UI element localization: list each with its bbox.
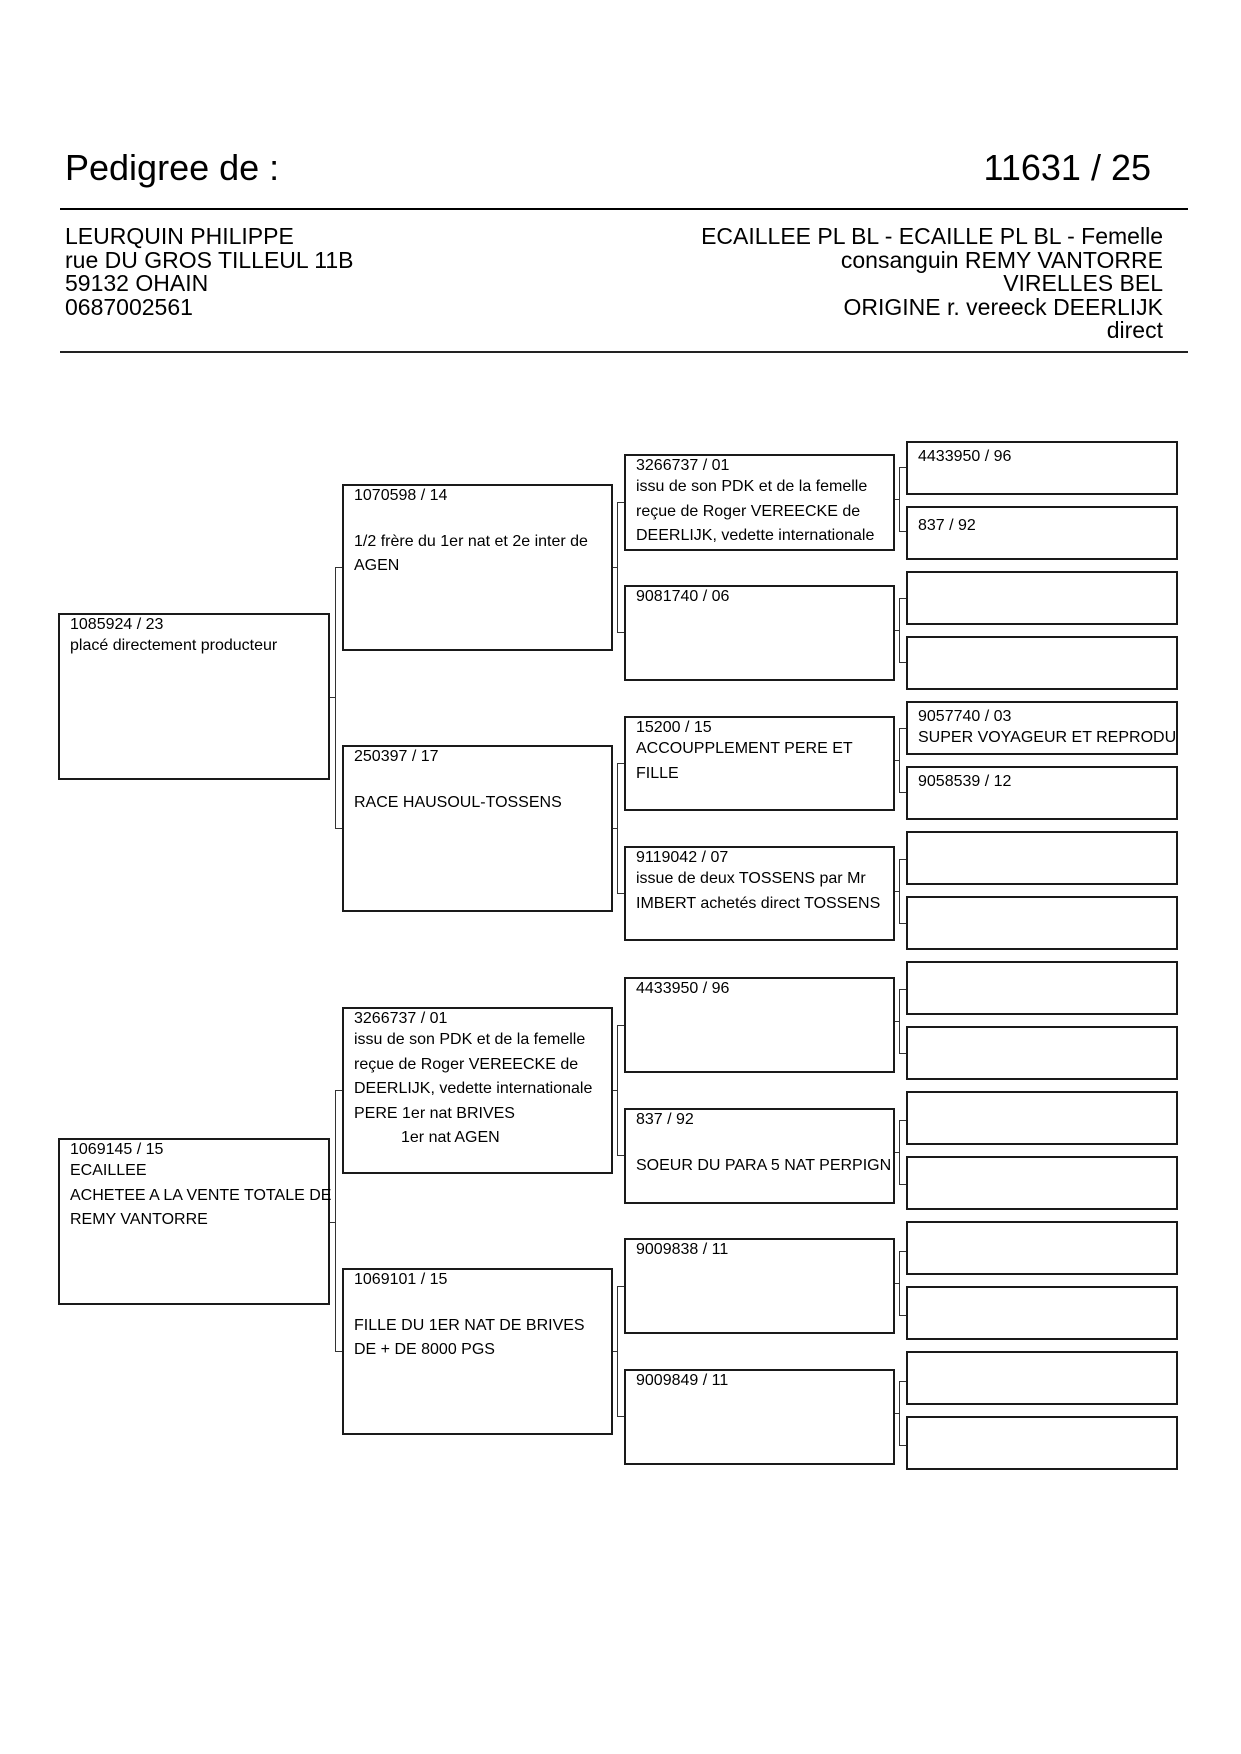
ring-number	[918, 967, 1176, 986]
great-great-grandparent-box	[906, 831, 1178, 885]
note-line: issu de son PDK et de la femelle	[354, 1031, 586, 1048]
ring-number	[918, 577, 1176, 596]
bird-info-block	[701, 225, 1163, 343]
note-line: FILLE DU 1ER NAT DE BRIVES	[354, 1316, 585, 1334]
connector-bracket	[899, 467, 906, 532]
header-divider	[60, 208, 1188, 210]
owner-phone: 0687002561	[65, 293, 193, 320]
note-line: reçue de Roger VEREECKE de	[354, 1055, 579, 1073]
great-grandparent-box	[624, 846, 895, 941]
paternal-granddam-box	[342, 745, 613, 912]
connector-bracket	[899, 1120, 906, 1185]
ring-number: 250397 / 17	[354, 748, 439, 765]
ring-number	[918, 1227, 1176, 1246]
great-great-grandparent-box	[906, 1026, 1178, 1080]
great-grandparent-box	[624, 1238, 895, 1334]
ring-number: 9081740 / 06	[636, 588, 730, 605]
note-line: SOEUR DU PARA 5 NAT PERPIGN	[636, 1156, 892, 1174]
ring-number: 9009838 / 11	[636, 1241, 729, 1258]
ring-number	[918, 837, 1176, 856]
great-grandparent-box	[624, 585, 895, 681]
maternal-grandsire-box	[342, 1007, 613, 1174]
pigeon-ring-number: 11631 / 25	[983, 147, 1151, 188]
ring-number	[918, 1357, 1176, 1376]
note-line: IMBERT achetés direct TOSSENS	[636, 894, 881, 912]
owner-name: LEURQUIN PHILIPPE	[65, 223, 294, 249]
great-great-grandparent-box	[906, 1221, 1178, 1275]
note-line: ACHETEE A LA VENTE TOTALE DE	[70, 1186, 332, 1204]
note-line: SUPER VOYAGEUR ET REPRODU	[918, 729, 1177, 746]
ring-number: 3266737 / 01	[636, 457, 730, 474]
note-line: ACCOUPPLEMENT PERE ET	[636, 740, 853, 757]
page-title: Pedigree de :	[65, 147, 280, 188]
connector-bracket	[899, 728, 906, 793]
ring-number: 9119042 / 07	[636, 849, 729, 866]
maternal-granddam-box	[342, 1268, 613, 1435]
ring-number: 4433950 / 96	[918, 448, 1012, 465]
ring-number	[918, 1097, 1176, 1116]
owner-block	[65, 225, 353, 319]
great-great-grandparent-box	[906, 571, 1178, 625]
great-great-grandparent-box	[906, 636, 1178, 690]
ring-number: 4433950 / 96	[636, 980, 730, 997]
note-line: AGEN	[354, 557, 400, 574]
note-line: issue de deux TOSSENS par Mr	[636, 870, 866, 887]
ring-number	[918, 1292, 1176, 1311]
note-line: REMY VANTORRE	[70, 1211, 208, 1228]
ring-number: 15200 / 15	[636, 719, 712, 736]
note-line	[354, 766, 611, 791]
note-line	[636, 1129, 893, 1154]
bird-info-line: ORIGINE r. vereeck DEERLIJK	[843, 293, 1163, 320]
great-great-grandparent-box	[906, 1091, 1178, 1145]
paternal-grandsire-box	[342, 484, 613, 651]
ring-number: 1085924 / 23	[70, 616, 164, 633]
great-great-grandparent-box	[906, 1416, 1178, 1470]
owner-street: rue DU GROS TILLEUL 11B	[65, 246, 354, 273]
connector-bracket	[617, 502, 624, 633]
great-great-grandparent-box	[906, 1351, 1178, 1405]
connector-bracket	[617, 1286, 624, 1417]
note-line: FILLE	[636, 764, 679, 782]
ring-number	[918, 642, 1176, 661]
great-great-grandparent-box	[906, 766, 1178, 820]
note-line: DEERLIJK, vedette internationale	[636, 527, 875, 544]
ring-number: 837 / 92	[918, 517, 976, 534]
note-line	[354, 505, 611, 530]
connector-bracket	[899, 859, 906, 924]
note-line: PERE 1er nat BRIVES	[354, 1104, 515, 1122]
ring-number	[918, 902, 1176, 921]
note-line: RACE HAUSOUL-TOSSENS	[354, 793, 562, 811]
connector-bracket	[899, 989, 906, 1054]
connector-bracket	[899, 598, 906, 663]
great-great-grandparent-box	[906, 506, 1178, 560]
great-grandparent-box	[624, 1369, 895, 1465]
great-great-grandparent-box	[906, 961, 1178, 1015]
note-line: 1er nat AGEN	[401, 1129, 500, 1146]
great-grandparent-box	[624, 1108, 895, 1204]
ring-number: 9057740 / 03	[918, 708, 1012, 725]
great-great-grandparent-box	[906, 701, 1178, 755]
connector-bracket	[899, 1381, 906, 1446]
bird-info-line: direct	[1106, 317, 1163, 343]
ring-number: 1069145 / 15	[70, 1141, 164, 1158]
ring-number: 9009849 / 11	[636, 1372, 729, 1389]
great-great-grandparent-box	[906, 896, 1178, 950]
mother-box	[58, 1138, 330, 1305]
connector-bracket	[335, 567, 342, 829]
bird-info-line: ECAILLEE PL BL - ECAILLE PL BL - Femelle	[701, 223, 1163, 249]
bird-info-line: consanguin REMY VANTORRE	[840, 246, 1163, 273]
ring-number	[918, 1032, 1176, 1051]
connector-bracket	[899, 1251, 906, 1316]
connector-bracket	[617, 763, 624, 894]
note-line: issu de son PDK et de la femelle	[636, 478, 868, 495]
great-grandparent-box	[624, 977, 895, 1073]
father-box	[58, 613, 330, 780]
great-grandparent-box	[624, 716, 895, 811]
bird-info-line: VIRELLES BEL	[1003, 270, 1163, 296]
note-line	[354, 1289, 611, 1314]
note-line: placé directement producteur	[70, 637, 278, 654]
great-great-grandparent-box	[906, 1286, 1178, 1340]
ring-number: 9058539 / 12	[918, 773, 1012, 790]
ring-number: 1070598 / 14	[354, 487, 448, 504]
great-great-grandparent-box	[906, 441, 1178, 495]
note-line: ECAILLEE	[70, 1162, 147, 1179]
great-grandparent-box	[624, 454, 895, 551]
connector-bracket	[335, 1090, 342, 1352]
note-line: DE + DE 8000 PGS	[354, 1341, 495, 1358]
note-line: DEERLIJK, vedette internationale	[354, 1080, 593, 1097]
ring-number: 1069101 / 15	[354, 1271, 448, 1288]
ring-number: 837 / 92	[636, 1111, 694, 1128]
ring-number: 3266737 / 01	[354, 1010, 448, 1027]
great-great-grandparent-box	[906, 1156, 1178, 1210]
ring-number	[918, 1422, 1176, 1441]
ring-number	[918, 1162, 1176, 1181]
note-line: reçue de Roger VEREECKE de	[636, 502, 861, 520]
owner-city: 59132 OHAIN	[65, 270, 209, 296]
note-line: 1/2 frère du 1er nat et 2e inter de	[354, 532, 588, 550]
connector-bracket	[617, 1025, 624, 1156]
header-bottom-divider	[60, 351, 1188, 353]
